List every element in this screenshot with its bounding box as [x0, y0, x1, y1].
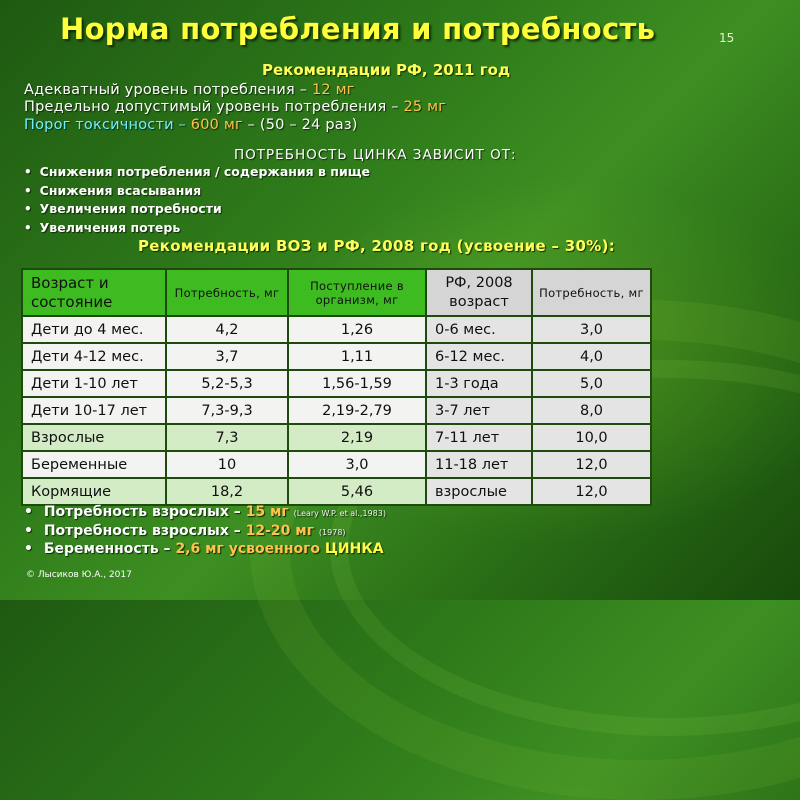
header-intake: Поступление в организм, мг [288, 269, 426, 316]
table-header-row [22, 269, 651, 316]
cell-requirement: 4,2 [166, 316, 288, 343]
max-intake-value: 25 мг [403, 99, 447, 115]
footer-extra: ЦИНКА [320, 541, 384, 557]
cell-rf-age: 0-6 мес. [426, 316, 532, 343]
cell-rf-requirement: 10,0 [532, 424, 651, 451]
header-rf-age: РФ, 2008 возраст [426, 269, 532, 316]
cell-requirement: 5,2-5,3 [166, 370, 288, 397]
dependency-item: • Увеличения потребности [24, 200, 370, 219]
header-rf-requirement: Потребность, мг [532, 269, 651, 316]
header-requirement: Потребность, мг [166, 269, 288, 316]
cell-age: Дети 4-12 мес. [22, 343, 166, 370]
toxicity-ratio: – (50 – 24 раз) [242, 117, 358, 133]
footer-item [24, 522, 386, 541]
cell-age: Кормящие [22, 478, 166, 505]
table-row [22, 397, 651, 424]
cell-rf-requirement: 12,0 [532, 451, 651, 478]
max-intake-line [24, 99, 446, 115]
cell-requirement: 7,3-9,3 [166, 397, 288, 424]
cell-rf-requirement: 12,0 [532, 478, 651, 505]
cell-intake: 2,19 [288, 424, 426, 451]
cell-requirement: 10 [166, 451, 288, 478]
toxicity-value: 600 мг [190, 117, 243, 133]
footer-reference: (1978) [318, 527, 346, 537]
cell-rf-age: 6-12 мес. [426, 343, 532, 370]
copyright: © Лысиков Ю.А., 2017 [26, 570, 132, 580]
dependency-item: • Увеличения потерь [24, 219, 370, 238]
cell-intake: 1,56-1,59 [288, 370, 426, 397]
cell-age: Дети 10-17 лет [22, 397, 166, 424]
footer-label: Потребность взрослых – [43, 504, 246, 520]
footer-list [24, 503, 386, 559]
footer-value: 2,6 мг усвоенного [175, 541, 321, 557]
cell-intake: 1,11 [288, 343, 426, 370]
table-row [22, 478, 651, 505]
cell-requirement: 3,7 [166, 343, 288, 370]
dependency-item: • Снижения потребления / содержания в пище [24, 163, 370, 182]
footer-value: 15 мг [245, 504, 289, 520]
cell-requirement: 7,3 [166, 424, 288, 451]
cell-rf-age: 1-3 года [426, 370, 532, 397]
table-row [22, 451, 651, 478]
footer-label: Беременность – [43, 541, 176, 557]
cell-rf-requirement: 3,0 [532, 316, 651, 343]
dependency-heading: ПОТРЕБНОСТЬ ЦИНКА ЗАВИСИТ ОТ: [234, 147, 517, 163]
toxicity-line [24, 117, 358, 133]
cell-age: Беременные [22, 451, 166, 478]
table-row [22, 424, 651, 451]
cell-rf-age: 11-18 лет [426, 451, 532, 478]
adequate-intake-value: 12 мг [311, 82, 355, 98]
cell-age: Дети до 4 мес. [22, 316, 166, 343]
cell-rf-age: 7-11 лет [426, 424, 532, 451]
footer-reference: (Leary W.P. et al.,1983) [293, 509, 386, 518]
cell-age: Взрослые [22, 424, 166, 451]
cell-intake: 2,19-2,79 [288, 397, 426, 424]
footer-item [24, 540, 386, 559]
cell-age: Дети 1-10 лет [22, 370, 166, 397]
adequate-intake-label: Адекватный уровень потребления – [24, 82, 312, 98]
table-row [22, 370, 651, 397]
rf-2011-heading: Рекомендации РФ, 2011 год [262, 61, 511, 79]
dependency-list [24, 163, 370, 237]
max-intake-label: Предельно допустимый уровень потребления – [24, 99, 404, 115]
cell-intake: 5,46 [288, 478, 426, 505]
slide-title: Норма потребления и потребность [60, 12, 656, 46]
toxicity-label: Порог токсичности – [24, 117, 191, 133]
table-row [22, 316, 651, 343]
footer-value: 12-20 мг [245, 522, 315, 539]
cell-rf-requirement: 4,0 [532, 343, 651, 370]
zinc-requirements-table [21, 268, 652, 506]
dependency-item: • Снижения всасывания [24, 182, 370, 201]
slide-number: 15 [719, 31, 735, 45]
adequate-intake-line [24, 82, 355, 98]
cell-rf-age: 3-7 лет [426, 397, 532, 424]
footer-item [24, 503, 386, 522]
cell-intake: 1,26 [288, 316, 426, 343]
cell-rf-requirement: 8,0 [532, 397, 651, 424]
cell-intake: 3,0 [288, 451, 426, 478]
cell-rf-age: взрослые [426, 478, 532, 505]
who-heading: Рекомендации ВОЗ и РФ, 2008 год (усвоение – 30%): [138, 237, 616, 255]
header-age-state: Возраст и состояние [22, 269, 166, 316]
cell-rf-requirement: 5,0 [532, 370, 651, 397]
table-row [22, 343, 651, 370]
cell-requirement: 18,2 [166, 478, 288, 505]
footer-label: Потребность взрослых – [43, 522, 246, 539]
